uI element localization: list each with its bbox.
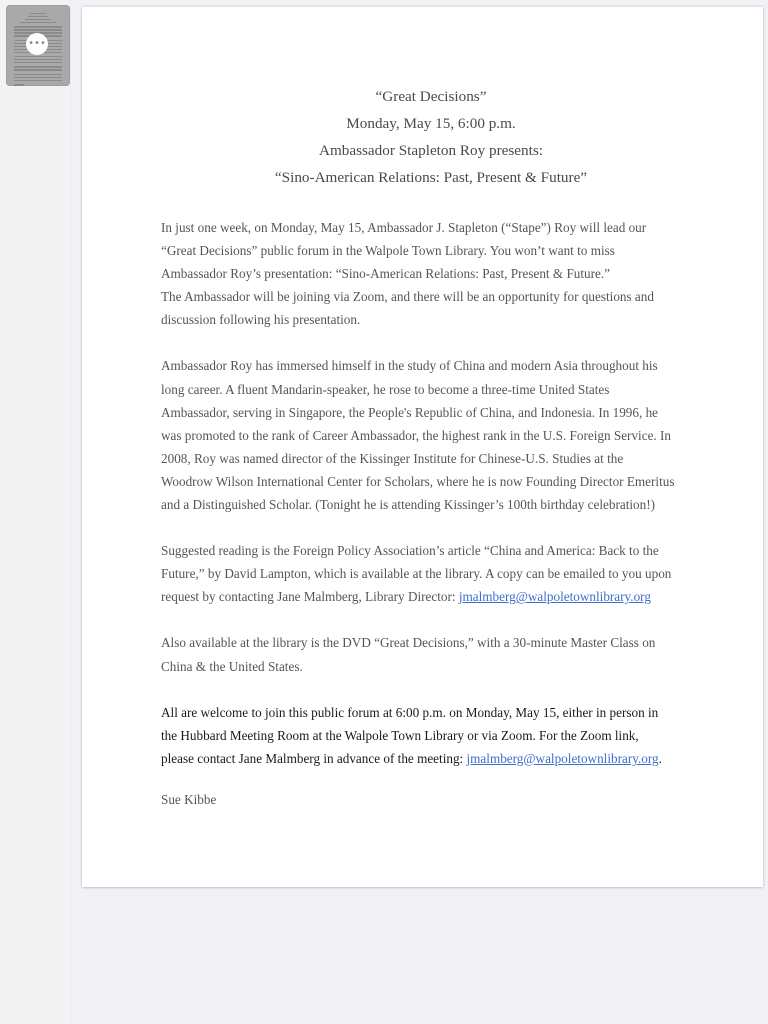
text-line: long career. A fluent Mandarin-speaker, he rose to become a three-time United States (161, 381, 610, 397)
text-fragment: please contact Jane Malmberg in advance of the meeting: (161, 750, 467, 766)
text-line: All are welcome to join this public forum at 6:00 p.m. on Monday, May 15, either in person in (161, 704, 659, 720)
paragraph-invitation (161, 701, 701, 770)
document-page (82, 7, 763, 887)
text-line: was promoted to the rank of Career Ambassador, the highest rank in the U.S. Foreign Service. In (161, 427, 671, 443)
ellipsis-icon: ••• (28, 38, 46, 49)
text-line: In just one week, on Monday, May 15, Ambassador J. Stapleton (“Stape”) Roy will lead our (161, 220, 647, 235)
zoom-contact-email-link[interactable]: jmalmberg@walpoletownlibrary.org (466, 750, 659, 766)
paragraph-biography (161, 354, 701, 516)
page-thumbnail-sidebar (0, 0, 71, 1024)
text-line (161, 585, 701, 608)
library-director-email-link[interactable]: jmalmberg@walpoletownlibrary.org (458, 589, 651, 605)
text-line: and a Distinguished Scholar. (Tonight he is attending Kissinger’s 100th birthday celebration!) (161, 497, 656, 513)
title-presenter: Ambassador Stapleton Roy presents: (319, 142, 543, 159)
text-line: the Hubbard Meeting Room at the Walpole Town Library or via Zoom. For the Zoom link, (161, 727, 639, 743)
text-fragment: request by contacting Jane Malmberg, Library Director: (161, 589, 459, 605)
title-date: Monday, May 15, 6:00 p.m. (346, 115, 516, 132)
text-line (161, 747, 701, 770)
more-options-button[interactable] (26, 33, 48, 55)
text-line: China & the United States. (161, 658, 303, 674)
text-line: Woodrow Wilson International Center for Scholars, where he is now Founding Director Emeritus (161, 473, 675, 489)
text-line: Ambassador Roy’s presentation: “Sino-American Relations: Past, Present & Future.” (161, 266, 611, 282)
text-line: “Great Decisions” public forum in the Walpole Town Library. You won’t want to miss (161, 243, 615, 259)
paragraph-suggested-reading (161, 539, 701, 608)
paragraph-dvd (161, 631, 701, 677)
title-block (161, 83, 701, 191)
text-line: discussion following his presentation. (161, 312, 361, 328)
paragraph-intro (161, 216, 701, 331)
page-thumbnail[interactable] (6, 5, 70, 86)
text-line: Suggested reading is the Foreign Policy Association’s article “China and America: Back to the (161, 543, 659, 559)
signature: Sue Kibbe (161, 791, 217, 807)
document-content (161, 83, 701, 811)
text-line: Also available at the library is the DVD “Great Decisions,” with a 30-minute Master Class on (161, 635, 656, 651)
text-line: Future,” by David Lampton, which is available at the library. A copy can be emailed to you upon (161, 566, 672, 582)
title-event-name: “Great Decisions” (375, 88, 487, 105)
title-topic: “Sino-American Relations: Past, Present & Future” (274, 169, 588, 186)
text-line: 2008, Roy was named director of the Kissinger Institute for Chinese-U.S. Studies at the (161, 450, 624, 466)
text-line: Ambassador Roy has immersed himself in the study of China and modern Asia throughout his (161, 358, 658, 374)
text-fragment: . (658, 750, 662, 766)
text-line: The Ambassador will be joining via Zoom, and there will be an opportunity for questions and (161, 289, 654, 305)
text-line: Ambassador, serving in Singapore, the People's Republic of China, and Indonesia. In 1996, he (161, 404, 659, 420)
